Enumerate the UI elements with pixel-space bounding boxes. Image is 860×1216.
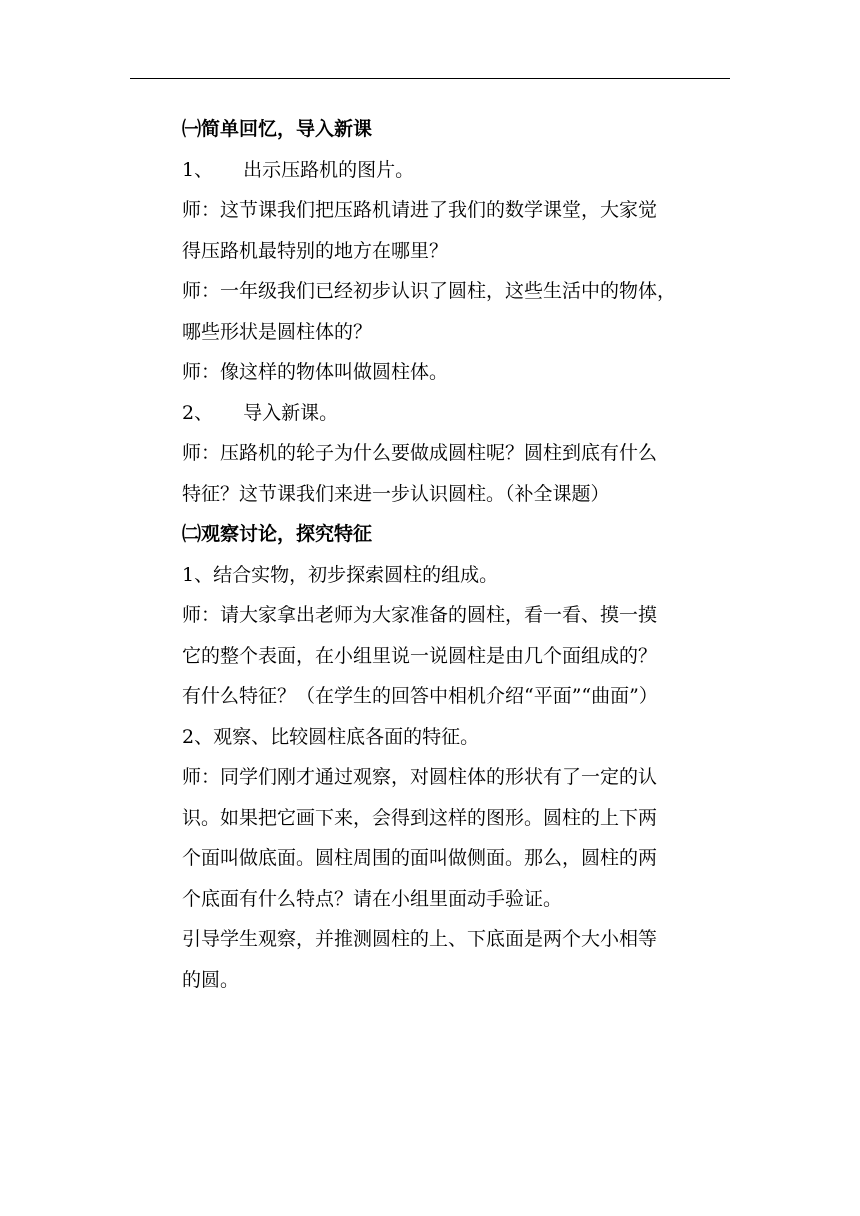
paragraph-line: 有什么特征？（在学生的回答中相机介绍“平面”“曲面”） (182, 685, 658, 707)
item-text: 出示压路机的图片。 (243, 158, 415, 181)
paragraph-line: 它的整个表面，在小组里说一说圆柱是由几个面组成的？ (182, 644, 658, 667)
numbered-item: 1、结合实物，初步探索圆柱的组成。 (182, 563, 499, 586)
paragraph-line: 师：像这样的物体叫做圆柱体。 (182, 361, 449, 383)
item-text: 导入新课。 (243, 401, 339, 424)
numbered-item: 2、观察、比较圆柱底各面的特征。 (182, 725, 480, 748)
paragraph-line: 识。如果把它画下来，会得到这样的图形。圆柱的上下两 (182, 806, 658, 829)
paragraph-line: 师：一年级我们已经初步认识了圆柱，这些生活中的物体， (182, 280, 677, 302)
paragraph-line: 个面叫做底面。圆柱周围的面叫做侧面。那么，圆柱的两 (182, 847, 658, 869)
section-heading-2: ㈡观察讨论，探究特征 (182, 523, 373, 545)
numbered-item (182, 150, 730, 191)
paragraph-line: 的圆。 (182, 968, 240, 991)
paragraph-line: 引导学生观察，并推测圆柱的上、下底面是两个大小相等 (182, 928, 658, 950)
paragraph-line: 师：同学们刚才通过观察，对圆柱体的形状有了一定的认 (182, 766, 658, 788)
numbered-item (182, 393, 730, 434)
paragraph-line: 个底面有什么特点？请在小组里面动手验证。 (182, 887, 563, 910)
item-number: 1、 (182, 158, 214, 181)
paragraph-line: 师：这节课我们把压路机请进了我们的数学课堂，大家觉 (182, 199, 658, 221)
header-rule (130, 78, 730, 79)
item-number: 2、 (182, 401, 214, 424)
paragraph-line: 哪些形状是圆柱体的？ (182, 320, 373, 343)
paragraph-line: 师：压路机的轮子为什么要做成圆柱呢？圆柱到底有什么 (182, 442, 658, 464)
document-body (182, 109, 730, 1000)
paragraph-line: 师：请大家拿出老师为大家准备的圆柱，看一看、摸一摸 (182, 604, 658, 626)
paragraph-line: 特征？这节课我们来进一步认识圆柱。（补全课题） (182, 482, 610, 505)
section-heading-1: ㈠简单回忆，导入新课 (182, 118, 373, 140)
paragraph-line: 得压路机最特别的地方在哪里？ (182, 239, 449, 262)
